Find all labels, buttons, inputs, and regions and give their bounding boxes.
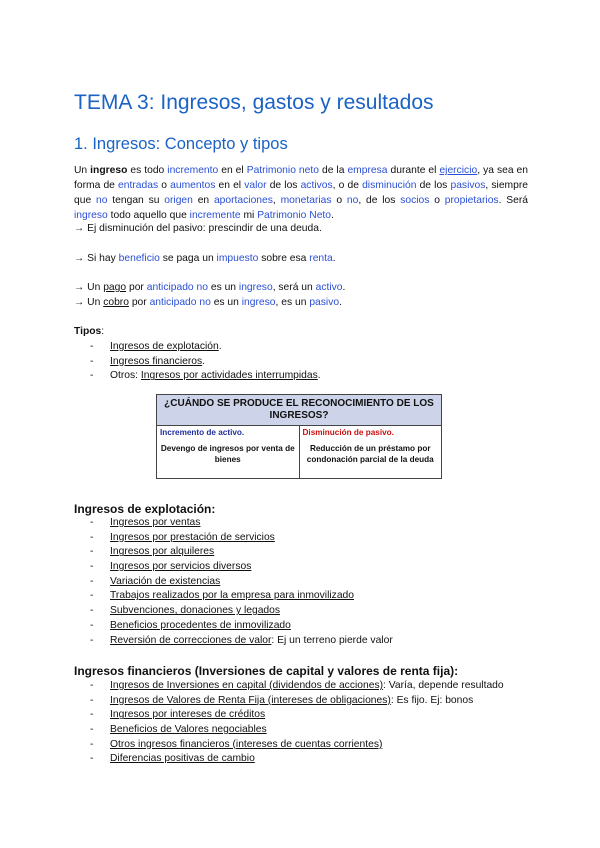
list-item: - Reversión de correcciones de valor: Ej un terreno pierde valor (90, 634, 393, 646)
list-item: - Otros ingresos financieros (intereses de cuentas corrientes) (90, 738, 383, 750)
recognition-table (156, 394, 442, 479)
intro-paragraph: Un ingreso es todo incremento en el Patrimonio neto de la empresa durante el ejercicio, ya sea en forma de entradas o aumentos en el valor de los activos, o de disminución de los pasivos, siempre que no tengan su origen en aportaciones, monetarias o no, de los socios o propietarios. Será ingreso todo aquello que incremente mi Patrimonio Neto. (74, 165, 529, 221)
right-body: Reducción de un préstamo por condonación parcial de la deuda (306, 444, 434, 464)
list-item: - Otros: Ingresos por actividades interrumpidas. (90, 370, 321, 382)
list-item: - Beneficios de Valores negociables (90, 724, 267, 736)
tipos-list (90, 340, 321, 384)
section-heading: 1. Ingresos: Concepto y tipos (74, 135, 288, 153)
explotacion-list (90, 516, 393, 648)
left-body: Devengo de ingresos por venta de bienes (160, 444, 295, 464)
list-item: - Ingresos de Inversiones en capital (dividendos de acciones): Varía, depende resultado (90, 680, 504, 691)
list-item: - Beneficios procedentes de inmovilizado (90, 619, 291, 631)
financieros-list (90, 679, 504, 767)
list-item: - Subvenciones, donaciones y legados (90, 605, 281, 617)
list-item: - Diferencias positivas de cambio (90, 753, 255, 765)
tipos-label: Tipos: (74, 326, 105, 337)
list-item: - Variación de existencias (90, 575, 221, 587)
list-item: - Ingresos por prestación de servicios (90, 531, 275, 543)
tax-line: → Si hay beneficio se paga un impuesto sobre esa renta. (74, 253, 336, 264)
list-item: - Trabajos realizados por la empresa para inmovilizado (90, 590, 355, 602)
list-item: - Ingresos de Valores de Renta Fija (intereses de obligaciones): Es fijo. Ej: bonos (90, 694, 474, 706)
list-item: - Ingresos por alquileres (90, 546, 215, 558)
list-item: - Ingresos por intereses de créditos (90, 709, 266, 721)
table-header: ¿CUÁNDO SE PRODUCE EL RECONOCIMIENTO DE LOS INGRESOS? (157, 395, 442, 426)
list-item: - Ingresos de explotación. (90, 341, 222, 352)
collection-line: → Un cobro por anticipado no es un ingreso, es un pasivo. (74, 297, 342, 308)
left-title: Incremento de activo. (160, 428, 245, 437)
list-item: - Ingresos financieros. (90, 355, 206, 367)
list-item: - Ingresos por servicios diversos (90, 561, 252, 573)
financieros-heading: Ingresos financieros (Inversiones de capital y valores de renta fija): (74, 664, 459, 678)
table-cell-right (299, 426, 442, 479)
table-cell-left (157, 426, 300, 479)
payment-line: → Un pago por anticipado no es un ingreso, será un activo. (74, 282, 346, 293)
explotacion-heading: Ingresos de explotación: (74, 502, 216, 516)
page-title: TEMA 3: Ingresos, gastos y resultados (74, 91, 434, 114)
list-item: - Ingresos por ventas (90, 517, 201, 528)
example-line: → Ej disminución del pasivo: prescindir de una deuda. (74, 223, 322, 234)
right-title: Disminución de pasivo. (302, 428, 394, 437)
